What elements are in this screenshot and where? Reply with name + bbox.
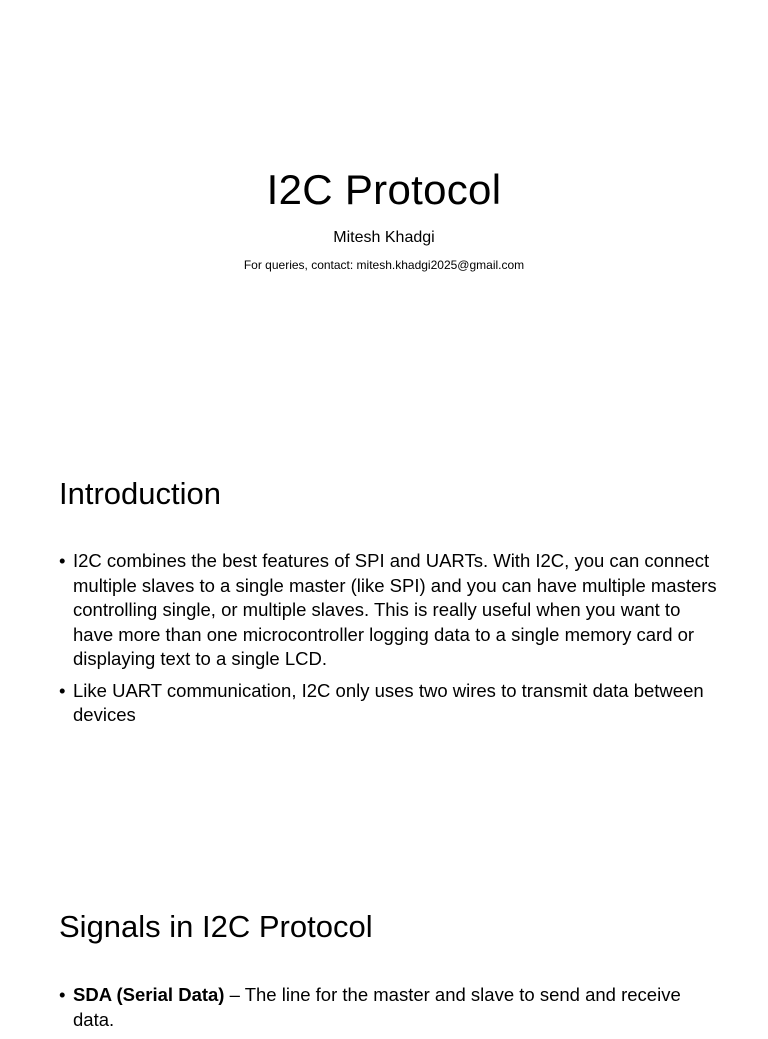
bullet-icon: • <box>59 550 66 571</box>
bullet-text: Like UART communication, I2C only uses two wires to transmit data between devices <box>73 679 704 725</box>
bullet-icon: • <box>59 984 66 1005</box>
signals-heading: Signals in I2C Protocol <box>59 909 373 944</box>
signal-term: SDA (Serial Data) <box>73 984 225 1005</box>
bullet-icon: • <box>59 679 66 701</box>
bullet-text: I2C combines the best features of SPI and UARTs. With I2C, you can connect multiple slaves to a single master (like SPI) and you can have multiple masters controlling single, or multiple slaves. This is really useful when you want to have more than one microcontroller logging data to a single memory card or displaying text to a single LCD. <box>73 550 717 669</box>
signal-description: – The line for the master and slave to send and receive data. <box>73 984 681 1030</box>
signals-bullet-list <box>59 983 719 1039</box>
list-item <box>59 549 719 672</box>
title-slide <box>0 0 768 420</box>
contact-text: For queries, contact: mitesh.khadgi2025@gmail.com <box>243 258 525 272</box>
page-title: I2C Protocol <box>266 166 502 213</box>
list-item <box>59 983 719 1032</box>
author-name: Mitesh Khadgi <box>333 229 435 246</box>
list-item <box>59 679 719 728</box>
introduction-heading: Introduction <box>59 476 221 511</box>
introduction-bullet-list <box>59 549 719 735</box>
